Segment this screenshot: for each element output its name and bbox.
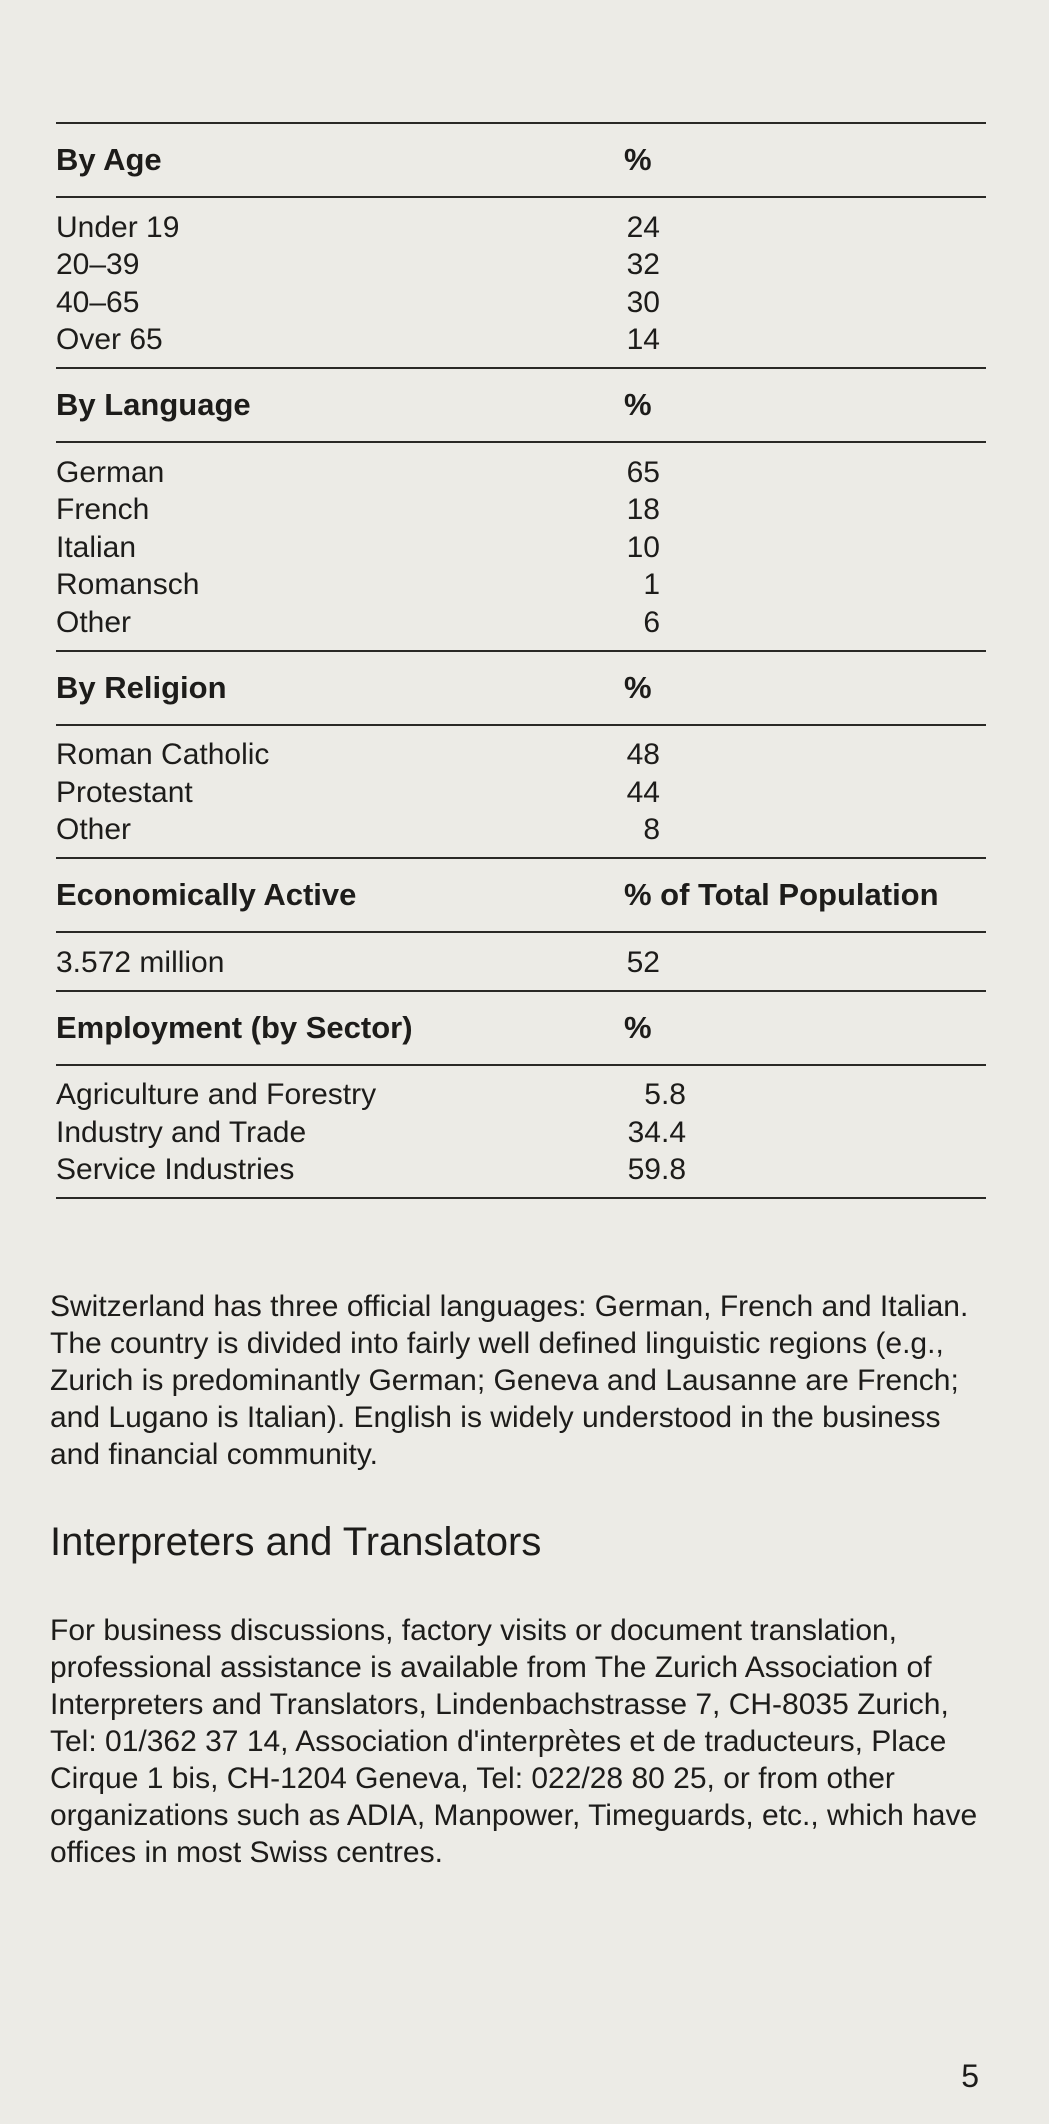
section-unit: % xyxy=(624,669,652,705)
section-heading: Economically Active xyxy=(56,877,357,912)
section-header-religion xyxy=(56,652,986,724)
row-value: 44 xyxy=(626,775,660,809)
table-row xyxy=(56,247,986,285)
row-value: 18 xyxy=(626,493,660,527)
table-row xyxy=(56,454,986,492)
row-value: 34.4 xyxy=(627,1115,686,1149)
section-rows-employment xyxy=(56,1066,986,1198)
row-label: Italian xyxy=(56,530,137,564)
row-label: Under 19 xyxy=(56,210,180,244)
table-row xyxy=(56,284,986,322)
row-value: 10 xyxy=(626,530,660,564)
section-rows-language xyxy=(56,443,986,650)
section-rows-age xyxy=(56,198,986,367)
section-unit: % xyxy=(624,142,652,177)
row-label: Agriculture and Forestry xyxy=(56,1078,377,1112)
row-label: Over 65 xyxy=(56,323,163,357)
section-header-age xyxy=(56,124,986,196)
section-rows-religion xyxy=(56,726,986,858)
section-unit: % xyxy=(624,387,652,422)
row-label: 20–39 xyxy=(56,248,140,282)
section-rows-economically-active xyxy=(56,933,986,990)
row-label: Service Industries xyxy=(56,1153,295,1187)
table-row xyxy=(56,774,986,812)
section-unit: % xyxy=(624,1009,652,1045)
section-heading: By Religion xyxy=(56,669,227,705)
table-row xyxy=(56,1114,986,1152)
table-row xyxy=(56,604,986,642)
section-heading: Employment (by Sector) xyxy=(56,1009,413,1045)
row-value: 5.8 xyxy=(644,1078,686,1112)
row-value: 52 xyxy=(626,945,660,979)
row-value: 14 xyxy=(626,323,660,357)
interpreters-heading: Interpreters and Translators xyxy=(50,1520,542,1564)
table-row xyxy=(56,529,986,567)
row-value: 59.8 xyxy=(627,1153,686,1187)
section-header-employment xyxy=(56,992,986,1064)
row-label: 40–65 xyxy=(56,285,140,319)
row-value: 24 xyxy=(626,210,660,244)
section-header-economically-active xyxy=(56,859,986,931)
row-value: 65 xyxy=(626,455,660,489)
table-row xyxy=(56,1152,986,1190)
section-divider xyxy=(56,1197,986,1199)
table-row xyxy=(56,812,986,850)
row-value: 1 xyxy=(643,568,660,602)
table-row xyxy=(56,567,986,605)
languages-paragraph: Switzerland has three official languages: German, French and Italian. The country is divided into fairly well defined linguistic regions (e.g., Zurich is predominantly German; Geneva and Lausanne are French; and Lugano is Italian). English is widely understood in the business and financial community. xyxy=(50,1290,969,1471)
row-label: Other xyxy=(56,605,132,639)
population-statistics xyxy=(56,122,986,1199)
table-row xyxy=(56,737,986,775)
row-value: 32 xyxy=(626,248,660,282)
table-row xyxy=(56,209,986,247)
row-label: Romansch xyxy=(56,568,200,602)
table-row xyxy=(56,944,986,982)
section-heading: By Age xyxy=(56,142,162,177)
row-label: Protestant xyxy=(56,775,193,809)
row-value: 30 xyxy=(626,285,660,319)
row-label: French xyxy=(56,493,150,527)
row-label: 3.572 million xyxy=(56,945,225,979)
section-header-language xyxy=(56,369,986,441)
row-value: 48 xyxy=(626,738,660,772)
table-row xyxy=(56,1077,986,1115)
row-value: 6 xyxy=(643,605,660,639)
row-label: Roman Catholic xyxy=(56,738,270,772)
row-value: 8 xyxy=(643,813,660,847)
section-heading: By Language xyxy=(56,387,251,422)
section-unit: % of Total Population xyxy=(624,877,939,912)
row-label: Industry and Trade xyxy=(56,1115,307,1149)
page-number: 5 xyxy=(961,2058,979,2094)
interpreters-paragraph: For business discussions, factory visits or document translation, professional assistance is available from The Zurich Association of Interpreters and Translators, Lindenbachstrasse 7, CH-8035 Zurich, Tel: 01/362 37 14, Association d'interprètes et de traducteurs, Place Cirque 1 bis, CH-1204 Geneva, Tel: 022/28 80 25, or from other organizations such as ADIA, Manpower, Timeguards, etc., which have offices in most Swiss centres. xyxy=(50,1614,978,1869)
row-label: Other xyxy=(56,813,132,847)
row-label: German xyxy=(56,455,165,489)
table-row xyxy=(56,492,986,530)
table-row xyxy=(56,322,986,360)
